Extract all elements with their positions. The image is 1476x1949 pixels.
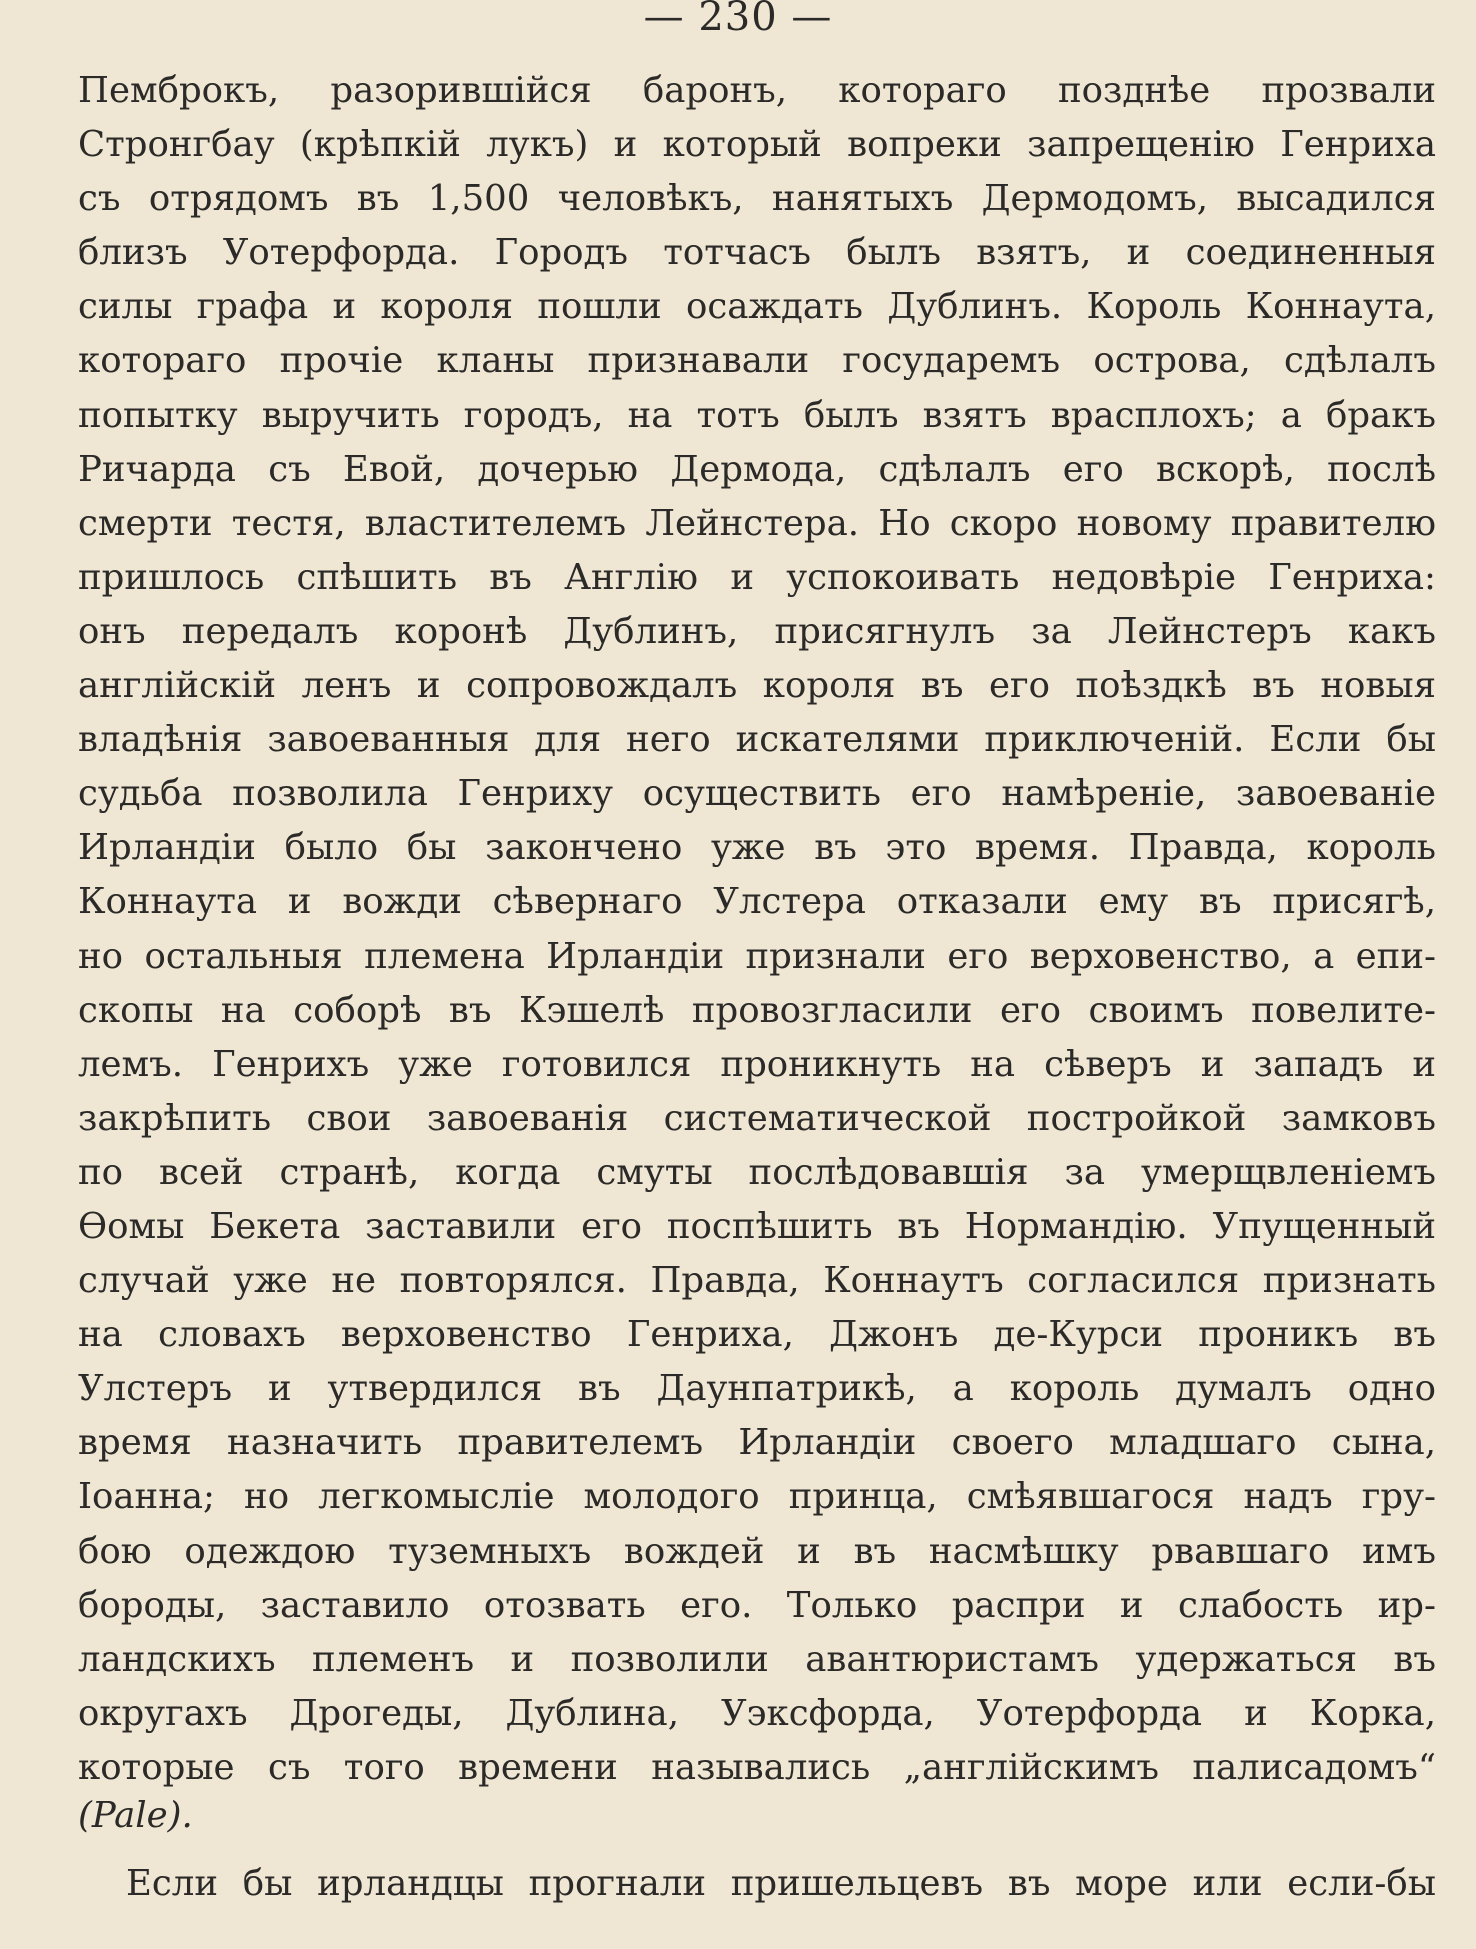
text-line: Ѳомы Бекета заставили его поспѣшить въ Нормандію. Упущенный <box>78 1205 1436 1247</box>
text-line: Ричарда съ Евой, дочерью Дермода, сдѣлалъ его вскорѣ, послѣ <box>78 448 1436 490</box>
body-text <box>78 64 1436 1911</box>
text-line: судьба позволила Генриху осуществить его намѣреніе, завоеваніе <box>78 773 1436 815</box>
text-line: съ отрядомъ въ 1,500 человѣкъ, нанятыхъ Дермодомъ, высадился <box>78 178 1436 220</box>
text-line: владѣнія завоеванныя для него искателями приключеній. Если бы <box>78 719 1436 761</box>
text-line: ландскихъ племенъ и позволили авантюристамъ удержаться въ <box>78 1638 1436 1680</box>
text-line: бою одеждою туземныхъ вождей и въ насмѣшку рвавшаго имъ <box>78 1530 1436 1572</box>
text-line: бороды, заставило отозвать его. Только распри и слабость ир- <box>78 1584 1436 1626</box>
text-line: пришлось спѣшить въ Англію и успокоивать недовѣріе Генриха: <box>78 556 1436 598</box>
text-line: по всей странѣ, когда смуты послѣдовавшія за умерщвленіемъ <box>78 1151 1436 1193</box>
text-line: попытку выручить городъ, на тотъ былъ взятъ врасплохъ; а бракъ <box>78 394 1436 436</box>
text-line: на словахъ верховенство Генриха, Джонъ де-Курси проникъ въ <box>78 1314 1436 1356</box>
text-line: Улстеръ и утвердился въ Даунпатрикѣ, а король думалъ одно <box>78 1368 1436 1410</box>
text-line: Пемброкъ, разорившійся баронъ, котораго позднѣе прозвали <box>78 70 1436 111</box>
text-line: Ирландіи было бы закончено уже въ это время. Правда, король <box>78 827 1436 869</box>
text-line: Коннаута и вожди сѣвернаго Улстера отказали ему въ присягѣ, <box>78 881 1436 923</box>
page-number: — 230 — <box>643 0 833 40</box>
text-line-italic: (Pale). <box>78 1795 193 1836</box>
text-line: закрѣпить свои завоеванія систематической постройкой замковъ <box>78 1097 1436 1139</box>
text-line: Іоанна; но легкомысліе молодого принца, смѣявшагося надъ гру- <box>78 1476 1436 1518</box>
text-line: смерти тестя, властителемъ Лейнстера. Но скоро новому правителю <box>78 502 1436 544</box>
text-line: округахъ Дрогеды, Дублина, Уэксфорда, Уотерфорда и Корка, <box>78 1692 1436 1734</box>
text-line: онъ передалъ коронѣ Дублинъ, присягнулъ за Лейнстеръ какъ <box>78 610 1436 652</box>
text-line: англійскій ленъ и сопровождалъ короля въ его поѣздкѣ въ новыя <box>78 665 1436 707</box>
text-line: котораго прочіе кланы признавали государемъ острова, сдѣлалъ <box>78 340 1436 382</box>
text-line: которые съ того времени назывались „англійскимъ палисадомъ“ <box>78 1746 1436 1788</box>
text-line: близъ Уотерфорда. Городъ тотчасъ былъ взятъ, и соединенныя <box>78 232 1436 274</box>
text-line: силы графа и короля пошли осаждать Дублинъ. Король Коннаута, <box>78 286 1436 328</box>
text-line: случай уже не повторялся. Правда, Коннаутъ согласился признать <box>78 1260 1436 1302</box>
text-line: скопы на соборѣ въ Кэшелѣ провозгласили его своимъ повелите- <box>78 989 1436 1031</box>
text-line: но остальныя племена Ирландіи признали его верховенство, а епи- <box>78 935 1436 977</box>
text-line: Стронгбау (крѣпкій лукъ) и который вопреки запрещенію Генриха <box>78 124 1436 166</box>
text-line: лемъ. Генрихъ уже готовился проникнуть на сѣверъ и западъ и <box>78 1043 1436 1085</box>
paragraph-start-line: Если бы ирландцы прогнали пришельцевъ въ море или если-бы <box>126 1863 1436 1905</box>
text-line: время назначить правителемъ Ирландіи своего младшаго сына, <box>78 1422 1436 1464</box>
